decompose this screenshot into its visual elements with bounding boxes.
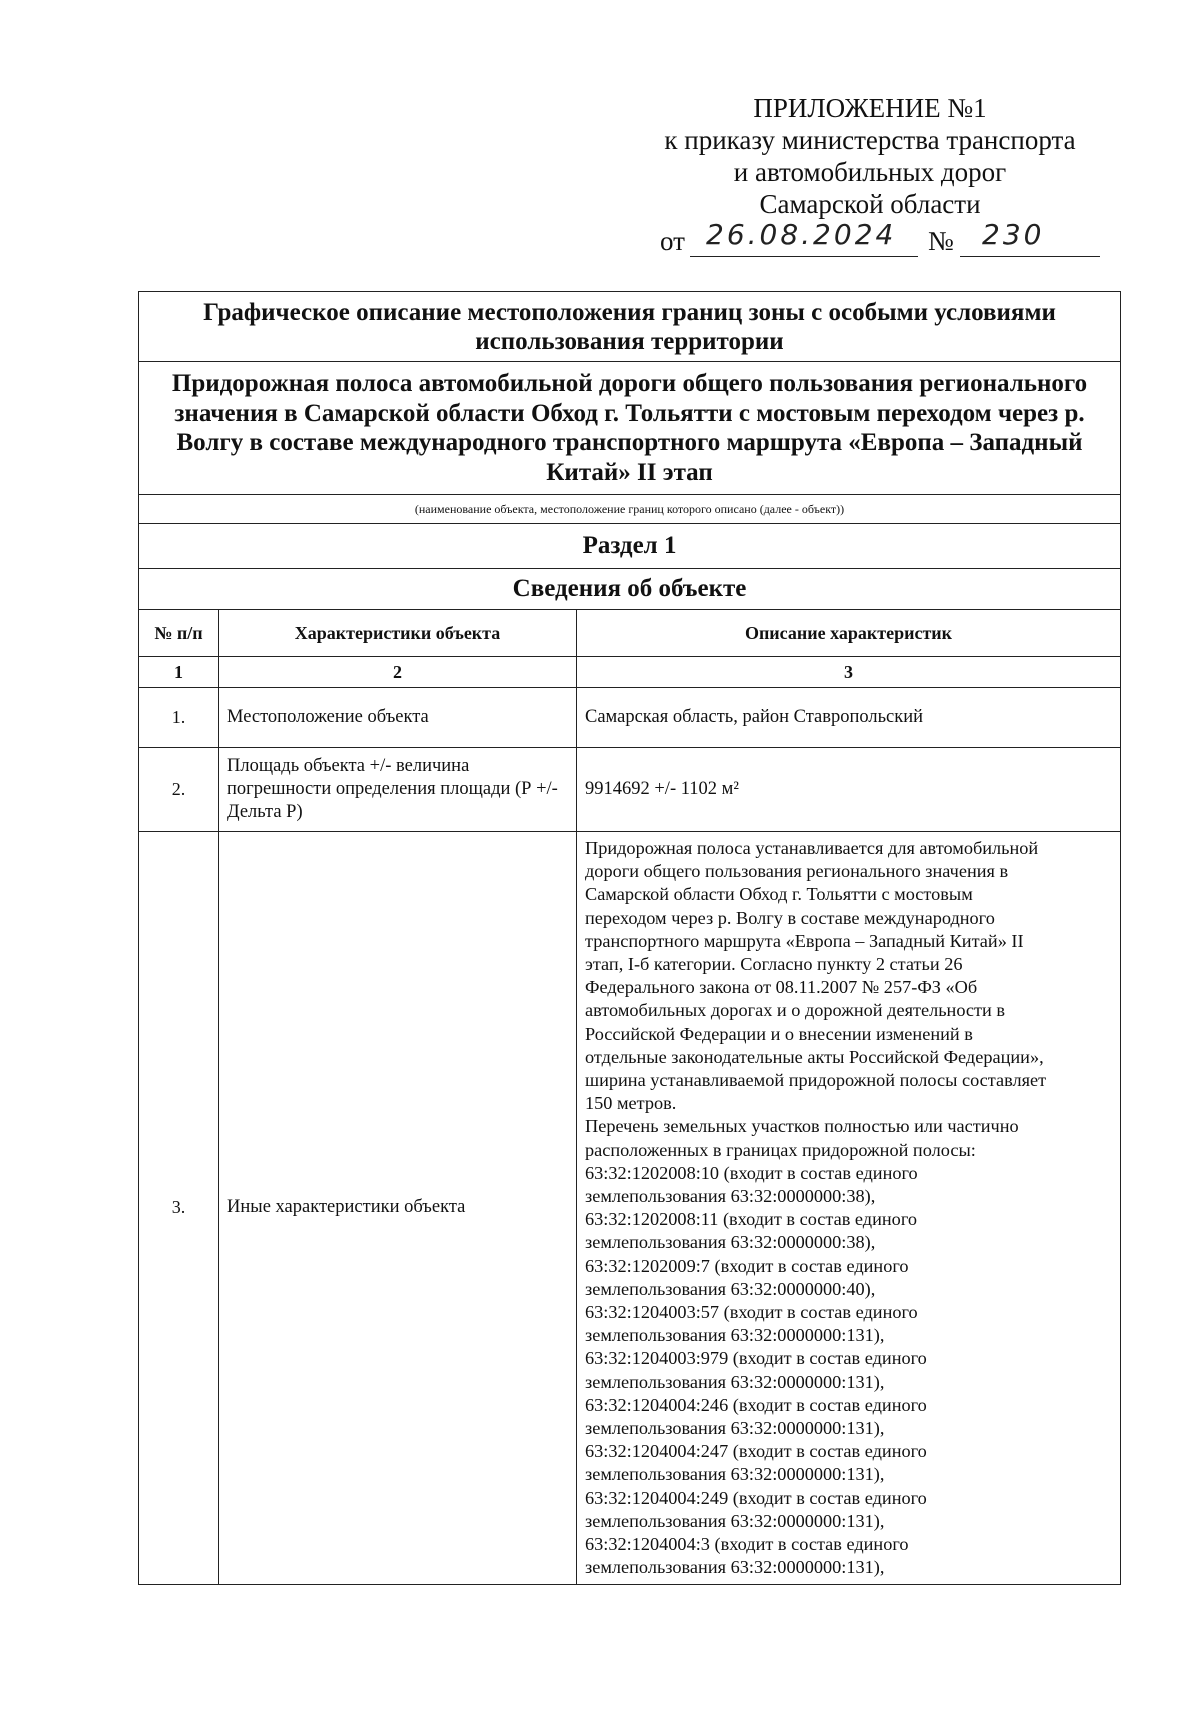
description-line: 63:32:1204003:57 (входит в состав единого: [585, 1302, 918, 1323]
appendix-line: и автомобильных дорог: [733, 157, 1007, 187]
description-line: дороги общего пользования регионального значения в: [585, 861, 1009, 882]
column-number: 2: [219, 657, 577, 688]
description-line: землепользования 63:32:0000000:131),: [585, 1371, 885, 1392]
description-line: автомобильных дорогах и о дорожной деятельности в: [585, 1000, 1006, 1021]
description-line: 63:32:1204003:979 (входит в состав единого: [585, 1348, 927, 1369]
handwritten-number: 230: [982, 218, 1045, 251]
appendix-line: к приказу министерства транспорта: [664, 125, 1076, 155]
description-line: землепользования 63:32:0000000:40),: [585, 1278, 876, 1299]
description-line: этап, I-б категории. Согласно пункту 2 статьи 26: [585, 954, 963, 975]
row-characteristic: Местоположение объекта: [219, 688, 577, 748]
description-line: землепользования 63:32:0000000:38),: [585, 1186, 876, 1207]
description-line: 63:32:1204004:247 (входит в состав единого: [585, 1441, 927, 1462]
column-header: Характеристики объекта: [219, 610, 577, 657]
description-line: Самарской области Обход г. Тольятти с мостовым: [585, 884, 973, 905]
table-title: Графическое описание местоположения границ зоны с особыми условиями использования территории: [139, 292, 1121, 362]
object-name-note: (наименование объекта, местоположение границ которого описано (далее - объект)): [139, 495, 1121, 524]
column-number: 3: [577, 657, 1121, 688]
description-line: 63:32:1204004:246 (входит в состав единого: [585, 1394, 927, 1415]
description-line: землепользования 63:32:0000000:131),: [585, 1418, 885, 1439]
description-line: транспортного маршрута «Европа – Западный Китай» II: [585, 930, 1024, 951]
description-line: Российской Федерации и о внесении изменений в: [585, 1023, 973, 1044]
table-row: [139, 748, 1121, 832]
description-line: землепользования 63:32:0000000:131),: [585, 1464, 885, 1485]
row-description: Самарская область, район Ставропольский: [577, 688, 1121, 748]
description-line: переходом через р. Волгу в составе международного: [585, 907, 995, 928]
description-line: 150 метров.: [585, 1093, 677, 1114]
description-line: расположенных в границах придорожной полосы:: [585, 1139, 976, 1160]
number-underline: [960, 256, 1100, 257]
number-prefix: №: [928, 226, 954, 256]
order-date-number: [660, 218, 1100, 258]
row-number: 2.: [139, 748, 219, 832]
column-header: № п/п: [139, 610, 219, 657]
handwritten-date: 26.08.2024: [706, 218, 897, 251]
description-line: Федерального закона от 08.11.2007 № 257-ФЗ «Об: [585, 977, 978, 998]
row-description: 9914692 +/- 1102 м²: [577, 748, 1121, 832]
description-line: 63:32:1202009:7 (входит в состав единого: [585, 1255, 909, 1276]
column-header: Описание характеристик: [577, 610, 1121, 657]
description-line: Придорожная полоса устанавливается для автомобильной: [585, 838, 1039, 858]
appendix-title: ПРИЛОЖЕНИЕ №1: [753, 93, 987, 123]
object-name: Придорожная полоса автомобильной дороги общего пользования регионального значения в Самарской области Обход г. Тольятти с мостовым переходом через р. Волгу в составе международного транспортного маршрута «Европа – Западный Китай» II этап: [139, 362, 1121, 495]
description-line: отдельные законодательные акты Российской Федерации»,: [585, 1046, 1044, 1067]
date-prefix: от: [660, 226, 685, 256]
date-underline: [690, 256, 918, 257]
row-characteristic: Иные характеристики объекта: [219, 832, 577, 1585]
description-line: землепользования 63:32:0000000:131),: [585, 1557, 885, 1578]
description-line: землепользования 63:32:0000000:131),: [585, 1510, 885, 1531]
description-line: 63:32:1204004:3 (входит в состав единого: [585, 1534, 909, 1555]
object-info-table: [138, 291, 1121, 1585]
description-line: землепользования 63:32:0000000:131),: [585, 1325, 885, 1346]
description-line: землепользования 63:32:0000000:38),: [585, 1232, 876, 1253]
appendix-header: [640, 92, 1100, 220]
column-number: 1: [139, 657, 219, 688]
row-number: 3.: [139, 832, 219, 1585]
subsection-title: Сведения об объекте: [139, 569, 1121, 610]
section-title: Раздел 1: [139, 524, 1121, 569]
description-line: ширина устанавливаемой придорожной полосы составляет: [585, 1070, 1047, 1091]
row-description: [577, 832, 1121, 1585]
table-row: [139, 832, 1121, 1585]
row-number: 1.: [139, 688, 219, 748]
row-characteristic: Площадь объекта +/- величина погрешности определения площади (Р +/- Дельта Р): [219, 748, 577, 832]
appendix-line: Самарской области: [759, 189, 981, 219]
table-row: [139, 688, 1121, 748]
description-line: 63:32:1202008:11 (входит в состав единого: [585, 1209, 917, 1230]
description-line: 63:32:1202008:10 (входит в состав единого: [585, 1162, 918, 1183]
description-line: 63:32:1204004:249 (входит в состав единого: [585, 1487, 927, 1508]
description-line: Перечень земельных участков полностью или частично: [585, 1116, 1019, 1137]
